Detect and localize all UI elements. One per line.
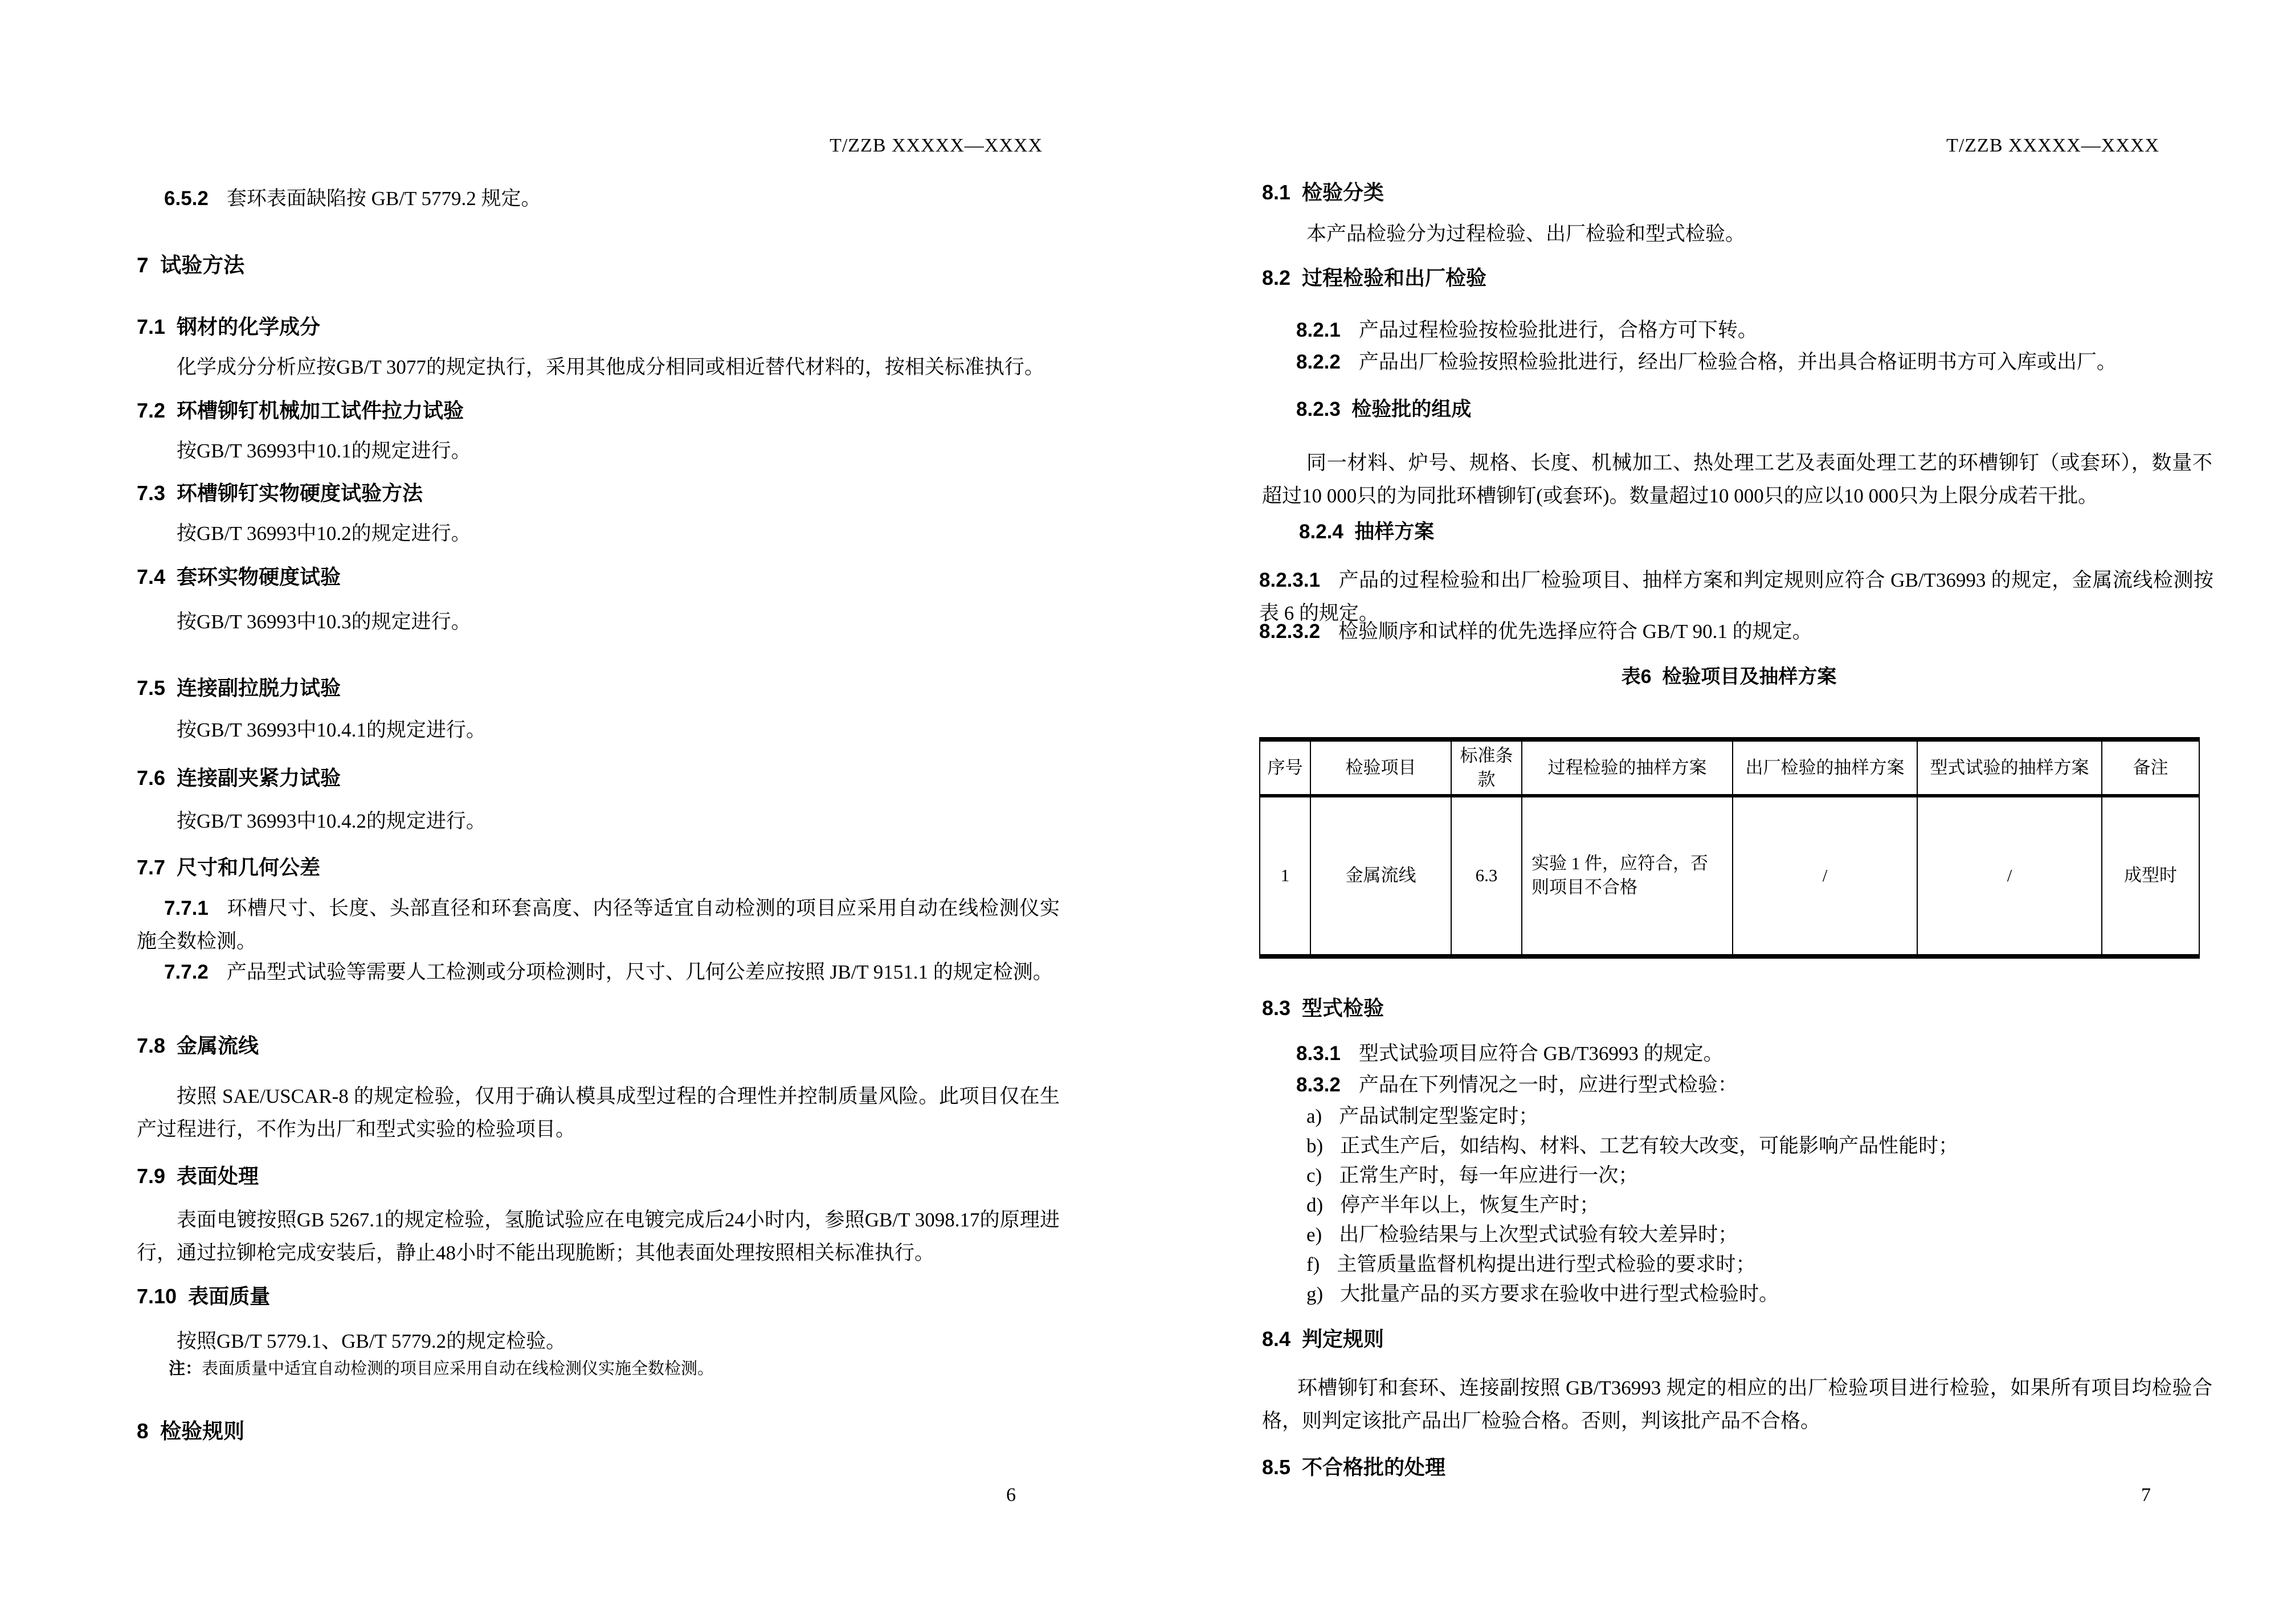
section-7-2-title: 7.2 环槽铆钉机械加工试件拉力试验: [137, 399, 464, 422]
table6-cell-type: /: [1917, 796, 2102, 956]
list-item-f-number: f): [1306, 1253, 1320, 1275]
section-8-2-title: 8.2 过程检验和出厂检验: [1262, 266, 1487, 289]
section-7-10-body: 按照GB/T 5779.1、GB/T 5779.2的规定检验。: [177, 1330, 566, 1352]
heading-7: 7 试验方法: [137, 253, 245, 277]
clause-7-7-2: [137, 956, 1060, 989]
list-item-c-text: 正常生产时，每一年应进行一次；: [1339, 1164, 1639, 1187]
table6-cell-item: 金属流线: [1310, 796, 1451, 956]
clause-8-2-3-1-number: 8.2.3.1: [1259, 569, 1321, 591]
table6-cell-process: 实验 1 件，应符合，否则项目不合格: [1522, 796, 1733, 956]
list-item-b-text: 正式生产后，如结构、材料、工艺有较大改变，可能影响产品性能时；: [1340, 1135, 1959, 1157]
list-item-e-number: e): [1306, 1224, 1322, 1246]
section-7-3-body: 按GB/T 36993中10.2的规定进行。: [177, 522, 471, 545]
section-7-5-body: 按GB/T 36993中10.4.1的规定进行。: [177, 719, 486, 741]
list-item-d-number: d): [1306, 1194, 1324, 1216]
section-7-2-body: 按GB/T 36993中10.1的规定进行。: [177, 440, 471, 462]
clause-8-2-1-text: 产品过程检验按检验批进行，合格方可下转。: [1358, 319, 1758, 341]
list-item-g: [1306, 1278, 2212, 1311]
section-7-6-body: 按GB/T 36993中10.4.2的规定进行。: [177, 810, 486, 832]
table6-header-factory: 出厂检验的抽样方案: [1733, 739, 1917, 796]
list-item-f-text: 主管质量监督机构提出进行型式检验的要求时；: [1337, 1253, 1756, 1275]
clause-8-3-2: [1296, 1069, 2213, 1102]
table6-title: 表6 检验项目及抽样方案: [1621, 666, 1837, 688]
clause-8-2-3-2-number: 8.2.3.2: [1259, 620, 1321, 643]
clause-8-2-3-1-text: 产品的过程检验和出厂检验项目、抽样方案和判定规则应符合 GB/T36993 的规定，金属流线检测按表 6 的规定。: [1259, 569, 2213, 624]
list-item-c: [1306, 1159, 2212, 1192]
clause-8-2-1: [1296, 314, 2213, 347]
clause-7-7-2-text: 产品型式试验等需要人工检测或分项检测时，尺寸、几何公差应按照 JB/T 9151.1 的规定检测。: [226, 961, 1053, 983]
clause-6-5-2-text: 套环表面缺陷按 GB/T 5779.2 规定。: [226, 187, 541, 210]
note-surface-quality: [169, 1356, 1057, 1381]
section-8-1-body: 本产品检验分为过程检验、出厂检验和型式检验。: [1306, 223, 1746, 245]
section-7-10-title: 7.10 表面质量: [137, 1285, 271, 1308]
section-7-1-title: 7.1 钢材的化学成分: [137, 315, 321, 338]
clause-6-5-2: [164, 182, 1060, 215]
table6-cell-clause: 6.3: [1451, 796, 1522, 956]
section-7-3-title: 7.3 环槽铆钉实物硬度试验方法: [137, 481, 423, 505]
list-item-e-text: 出厂检验结果与上次型式试验有较大差异时；: [1339, 1224, 1738, 1246]
clause-8-2-2: [1296, 346, 2213, 379]
clause-7-7-1-text: 环槽尺寸、长度、头部直径和环套高度、内径等适宜自动检测的项目应采用自动在线检测仪实施全数检测。: [137, 897, 1060, 952]
list-item-d-text: 停产半年以上，恢复生产时；: [1340, 1194, 1600, 1216]
section-7-4-body: 按GB/T 36993中10.3的规定进行。: [177, 611, 471, 633]
table6-cell-remark: 成型时: [2102, 796, 2199, 956]
table6-header-item: 检验项目: [1310, 739, 1451, 796]
clause-8-2-3-title: 8.2.3 检验批的组成: [1296, 398, 1472, 420]
clause-8-2-1-number: 8.2.1: [1296, 319, 1341, 341]
table6-row-1: [1260, 796, 2199, 956]
list-item-b-number: b): [1306, 1135, 1324, 1157]
page-number-right: 7: [2141, 1484, 2151, 1506]
clause-8-2-4-title: 8.2.4 抽样方案: [1299, 521, 1435, 543]
clause-8-3-2-text: 产品在下列情况之一时，应进行型式检验：: [1358, 1074, 1738, 1096]
running-header-right: T/ZZB XXXXX—XXXX: [1946, 135, 2159, 156]
section-8-4-title: 8.4 判定规则: [1262, 1327, 1384, 1351]
section-8-4-body: 环槽铆钉和套环、连接副按照 GB/T36993 规定的相应的出厂检验项目进行检验，如果所有项目均检验合格，则判定该批产品出厂检验合格。否则，判该批产品不合格。: [1262, 1377, 2212, 1432]
note-label: 注：: [169, 1360, 202, 1378]
clause-8-2-3-body: 同一材料、炉号、规格、长度、机械加工、热处理工艺及表面处理工艺的环槽铆钉（或套环），数量不超过10 000只的为同批环槽铆钉(或套环)。数量超过10 000只的应以10 000只为上限分成若干批。: [1262, 452, 2212, 507]
list-item-b: [1306, 1130, 2212, 1163]
list-item-a: [1306, 1100, 2212, 1133]
list-item-c-number: c): [1306, 1164, 1322, 1187]
section-7-9-body: 表面电镀按照GB 5267.1的规定检验，氢脆试验应在电镀完成后24小时内，参照GB/T 3098.17的原理进行，通过拉铆枪完成安装后，静止48小时不能出现脆断；其他表面处理按照相关标准执行。: [137, 1209, 1060, 1264]
table6-header-row: [1260, 739, 2199, 796]
clause-7-7-2-number: 7.7.2: [164, 961, 209, 983]
clause-7-7-1: [137, 892, 1060, 958]
page-number-left: 6: [1006, 1484, 1016, 1506]
clause-8-3-2-number: 8.3.2: [1296, 1074, 1341, 1096]
section-8-3-title: 8.3 型式检验: [1262, 996, 1384, 1020]
table6-header-clause: 标准条款: [1451, 739, 1522, 796]
clause-8-2-2-number: 8.2.2: [1296, 351, 1341, 373]
section-7-8-body: 按照 SAE/USCAR-8 的规定检验，仅用于确认模具成型过程的合理性并控制质量风险。此项目仅在生产过程进行，不作为出厂和型式实验的检验项目。: [137, 1085, 1060, 1140]
clause-8-2-3-2: [1259, 615, 2213, 648]
table6-cell-seq: 1: [1260, 796, 1310, 956]
table6-cell-factory: /: [1733, 796, 1917, 956]
list-item-g-text: 大批量产品的买方要求在验收中进行型式检验时。: [1340, 1283, 1779, 1305]
section-7-6-title: 7.6 连接副夹紧力试验: [137, 766, 341, 789]
clause-8-3-1-text: 型式试验项目应符合 GB/T36993 的规定。: [1358, 1042, 1723, 1065]
clause-8-3-1-number: 8.3.1: [1296, 1042, 1341, 1065]
list-item-g-number: g): [1306, 1283, 1324, 1305]
clause-8-3-1: [1296, 1037, 2213, 1070]
clause-6-5-2-number: 6.5.2: [164, 187, 209, 210]
table6: [1259, 737, 2200, 959]
section-7-7-title: 7.7 尺寸和几何公差: [137, 856, 321, 879]
section-7-1-body: 化学成分分析应按GB/T 3077的规定执行，采用其他成分相同或相近替代材料的，按相关标准执行。: [177, 356, 1044, 378]
clause-8-2-2-text: 产品出厂检验按照检验批进行，经出厂检验合格，并出具合格证明书方可入库或出厂。: [1358, 351, 2117, 373]
section-8-5-title: 8.5 不合格批的处理: [1262, 1455, 1446, 1479]
table6-header-type: 型式试验的抽样方案: [1917, 739, 2102, 796]
running-header-left: T/ZZB XXXXX—XXXX: [830, 135, 1043, 156]
section-8-1-title: 8.1 检验分类: [1262, 181, 1384, 204]
note-text: 表面质量中适宜自动检测的项目应采用自动在线检测仪实施全数检测。: [202, 1360, 714, 1378]
list-item-a-number: a): [1306, 1105, 1322, 1127]
section-7-5-title: 7.5 连接副拉脱力试验: [137, 676, 341, 699]
table6-header-remark: 备注: [2102, 739, 2199, 796]
section-7-9-title: 7.9 表面处理: [137, 1164, 259, 1188]
list-item-e: [1306, 1218, 2212, 1251]
page-right: [1140, 0, 2279, 1624]
table6-header-process: 过程检验的抽样方案: [1522, 739, 1733, 796]
section-7-8-title: 7.8 金属流线: [137, 1034, 259, 1057]
section-7-4-title: 7.4 套环实物硬度试验: [137, 565, 341, 588]
table6-header-seq: 序号: [1260, 739, 1310, 796]
heading-8: 8 检验规则: [137, 1420, 245, 1443]
list-item-f: [1306, 1248, 2212, 1281]
clause-7-7-1-number: 7.7.1: [164, 897, 209, 919]
list-item-a-text: 产品试制定型鉴定时；: [1339, 1105, 1539, 1127]
list-item-d: [1306, 1189, 2212, 1222]
clause-8-2-3-2-text: 检验顺序和试样的优先选择应符合 GB/T 90.1 的规定。: [1338, 620, 1812, 643]
